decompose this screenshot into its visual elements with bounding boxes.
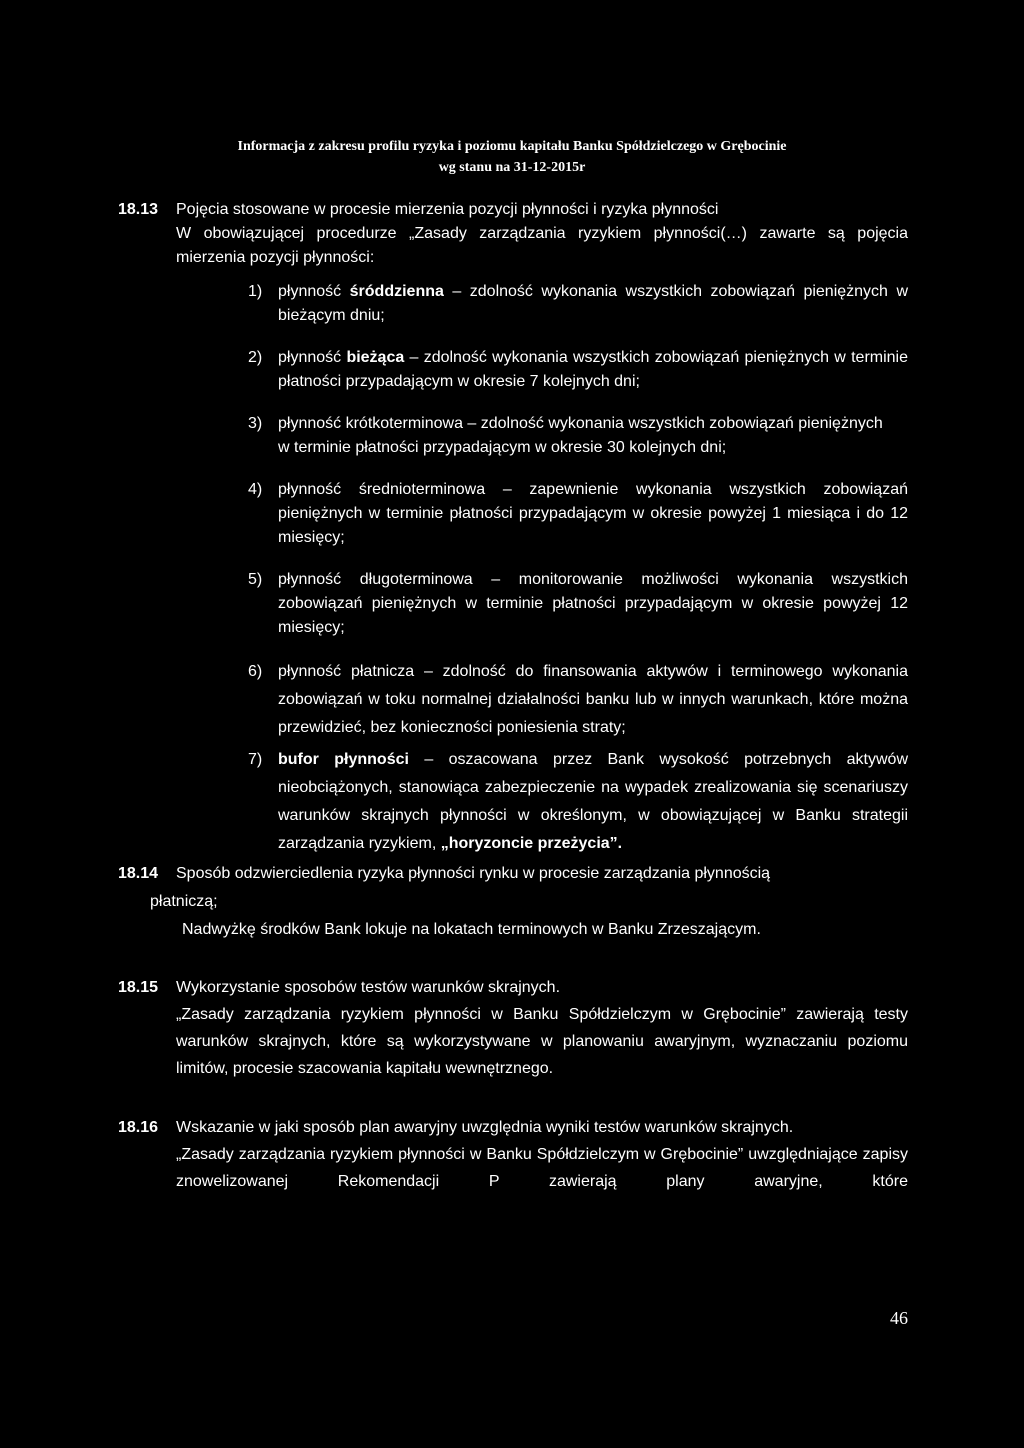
- header-title: Informacja z zakresu profilu ryzyka i poziomu kapitału Banku Spółdzielczego w Grębocinie: [237, 139, 787, 154]
- definition-list: [248, 280, 908, 858]
- list-item: 4) płynność średnioterminowa – zapewnienie wykonania wszystkich zobowiązań pieniężnych w terminie płatności przypadającym w okresie powyżej 1 miesiąca i do 12 miesięcy;: [248, 481, 908, 546]
- list-item: 6) płynność płatnicza – zdolność do finansowania aktywów i terminowego wykonania zobowiązań w toku normalnej działalności banku lub w innych warunkach, które można przewidzieć, bez konieczności poniesienia straty;: [248, 663, 908, 736]
- section-number: 18.13: [118, 201, 159, 218]
- section-heading: Wykorzystanie sposobów testów warunków skrajnych.: [176, 979, 561, 996]
- section-number: 18.14: [118, 865, 159, 882]
- section-18-13: [118, 198, 908, 858]
- section-body: Nadwyżkę środków Bank lokuje na lokatach terminowych w Banku Zrzeszającym.: [182, 921, 761, 938]
- section-heading: Pojęcia stosowane w procesie mierzenia pozycji płynności i ryzyka płynności: [176, 201, 719, 218]
- section-intro: W obowiązującej procedurze „Zasady zarządzania ryzykiem płynności(…) zawarte są pojęcia mierzenia pozycji płynności:: [176, 225, 908, 266]
- section-heading: Sposób odzwierciedlenia ryzyka płynności rynku w procesie zarządzania płynnością: [176, 865, 771, 882]
- section-18-15: [118, 974, 908, 1082]
- term: śróddzienna: [349, 283, 444, 300]
- list-item: 2) płynność bieżąca – zdolność wykonania wszystkich zobowiązań pieniężnych w terminie płatności przypadającym w okresie 7 kolejnych dni;: [248, 349, 909, 390]
- header-date: wg stanu na 31-12-2015r: [438, 160, 586, 175]
- section-18-14: [118, 860, 908, 944]
- list-item: 5) płynność długoterminowa – monitorowanie możliwości wykonania wszystkich zobowiązań pieniężnych w terminie płatności przypadającym w okresie powyżej 12 miesięcy;: [248, 571, 909, 636]
- list-item: 3) płynność krótkoterminowa – zdolność wykonania wszystkich zobowiązań pieniężnych w terminie płatności przypadającym w okresie 30 kolejnych dni;: [248, 415, 883, 456]
- term: bieżąca: [346, 349, 405, 366]
- section-number: 18.15: [118, 979, 159, 996]
- term: bufor płynności: [278, 751, 409, 768]
- list-item: 1) płynność śróddzienna – zdolność wykonania wszystkich zobowiązań pieniężnych w bieżącym dniu;: [248, 283, 909, 324]
- list-item: 7) bufor płynności – oszacowana przez Bank wysokość potrzebnych aktywów nieobciążonych, stanowiąca zabezpieczenie na wypadek zrealizowania się scenariuszy warunków skrajnych płynności w określonym, w obowiązującej w Banku strategii zarządzania ryzykiem, „horyzoncie przeżycia”.: [248, 751, 909, 852]
- section-18-16: [118, 1114, 908, 1195]
- section-heading-continued: płatniczą;: [150, 893, 218, 910]
- term: „horyzoncie przeżycia”.: [440, 835, 623, 852]
- document-body: [118, 198, 908, 1195]
- page-number: 46: [890, 1308, 908, 1328]
- section-number: 18.16: [118, 1119, 159, 1136]
- section-body: „Zasady zarządzania ryzykiem płynności w Banku Spółdzielczym w Grębocinie” uwzględniające zapisy znowelizowanej Rekomendacji P zawierają plany awaryjne, które: [176, 1146, 908, 1190]
- document-header: [0, 136, 1024, 178]
- section-heading: Wskazanie w jaki sposób plan awaryjny uwzględnia wyniki testów warunków skrajnych.: [176, 1119, 794, 1136]
- section-body: „Zasady zarządzania ryzykiem płynności w Banku Spółdzielczym w Grębocinie” zawierają testy warunków skrajnych, które są wykorzystywane w planowaniu awaryjnym, wyznaczaniu poziomu limitów, procesie szacowania kapitału wewnętrznego.: [176, 1006, 908, 1077]
